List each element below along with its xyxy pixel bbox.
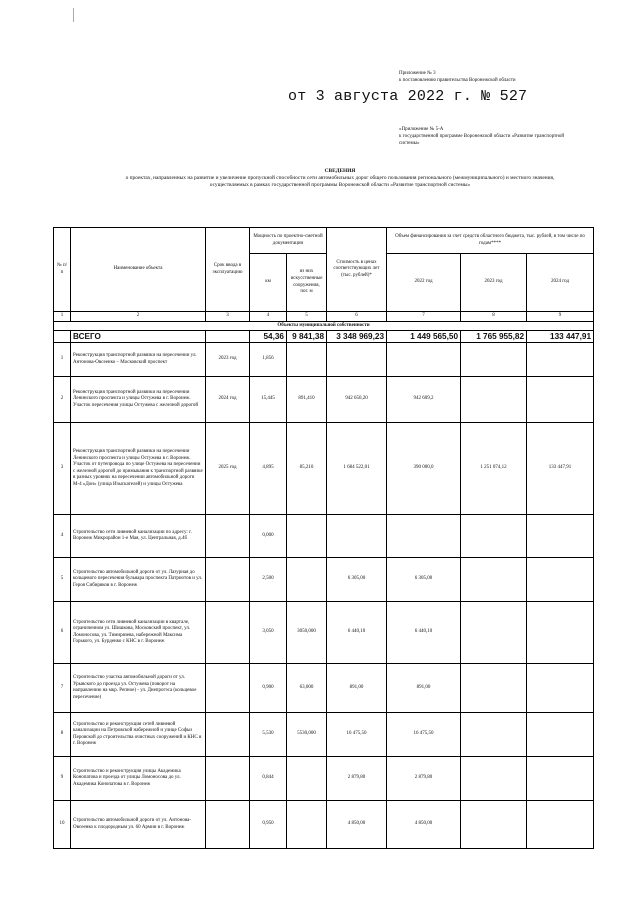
funding-2023	[461, 602, 527, 664]
total-cost: 1 684 522,01	[327, 423, 387, 515]
funding-2022: 4 850,00	[387, 801, 461, 849]
total-km: 54,36	[250, 331, 287, 343]
col-number: 8	[461, 312, 527, 322]
funding-2024	[527, 801, 594, 849]
table-row	[54, 801, 594, 849]
total-2023: 1 765 955,82	[461, 331, 527, 343]
col-number: 9	[527, 312, 594, 322]
funding-2024	[527, 377, 594, 423]
table-row	[54, 664, 594, 713]
funding-2022: 390 000,0	[387, 423, 461, 515]
appendix-line-2: к государственной программе Воронежской области «Развитие транспортной системы»	[399, 134, 565, 146]
row-number: 5	[54, 558, 71, 602]
artificial-structures: 5530,000	[287, 713, 327, 757]
funding-2023	[461, 664, 527, 713]
funding-2024	[527, 558, 594, 602]
heading-line-2: осуществляемых в рамках государственной программы Воронежской области «Развитие транспортной системы»	[209, 182, 471, 188]
object-name: Строительство участка автомобильной дороги от ул. Урывского до проезда ул. Остужева (поворот на направлению на мкр. Репное) - ул. Днепрогэса (кольцевое пересечение)	[71, 664, 206, 713]
table-row	[54, 343, 594, 377]
funding-2022: 2 879,80	[387, 757, 461, 801]
length-km: 0,900	[250, 664, 287, 713]
col-number: 4	[250, 312, 287, 322]
funding-2022: 6 440,10	[387, 602, 461, 664]
funding-2022: 6 305,00	[387, 558, 461, 602]
table-row	[54, 757, 594, 801]
artificial-structures	[287, 757, 327, 801]
funding-2022: 942 609,2	[387, 377, 461, 423]
object-name: Реконструкция транспортной развязки на пересечении ул. Антонова-Овсеенко – Московский проспект	[71, 343, 206, 377]
row-number: 9	[54, 757, 71, 801]
table-row	[54, 558, 594, 602]
col-number: 6	[327, 312, 387, 322]
total-cost: 6 305,00	[327, 558, 387, 602]
row-number: 8	[54, 713, 71, 757]
header-cost: Стоимость в ценах соответствующих лет (тыс. рублей)*	[327, 228, 387, 312]
funding-2024	[527, 757, 594, 801]
col-number: 2	[71, 312, 206, 322]
row-number: 4	[54, 515, 71, 558]
header-year: Срок ввода в эксплуатацию	[206, 228, 250, 312]
table-row	[54, 602, 594, 664]
artificial-structures	[287, 801, 327, 849]
funding-2024	[527, 602, 594, 664]
length-km: 0,844	[250, 757, 287, 801]
annex-line-2: к постановлению правительства Воронежской области	[399, 78, 516, 83]
funding-2023	[461, 801, 527, 849]
length-km: 0,950	[250, 801, 287, 849]
length-km: 5,530	[250, 713, 287, 757]
commissioning-year	[206, 515, 250, 558]
length-km: 2,500	[250, 558, 287, 602]
header-num: № п/п	[54, 228, 71, 312]
heading-line-1: о проектах, направленных на развитие и увеличение пропускной способности сети автомобильных дорог общего пользования регионального (межмуниципального) и местного значения,	[125, 175, 555, 181]
artificial-structures: 891,410	[287, 377, 327, 423]
scan-mark	[73, 8, 74, 22]
projects-table	[53, 227, 594, 849]
header-2024: 2024 год	[527, 254, 594, 312]
object-name: Строительство автомобильной дороги от ул. Лазурная до кольцевого пересечения бульвара проспекта Патриотов и ул. Героя Сибиряков в г. Воронеж	[71, 558, 206, 602]
total-2022: 1 449 565,50	[387, 331, 461, 343]
length-km: 15,445	[250, 377, 287, 423]
annex-line-1: Приложение № 3	[399, 71, 436, 76]
table-row	[54, 713, 594, 757]
total-cost: 891,00	[327, 664, 387, 713]
total-artificial: 9 841,38	[287, 331, 327, 343]
funding-2023	[461, 377, 527, 423]
funding-2024: 133 447,91	[527, 423, 594, 515]
total-2024: 133 447,91	[527, 331, 594, 343]
funding-2023	[461, 343, 527, 377]
total-cost: 3 348 969,23	[327, 331, 387, 343]
artificial-structures	[287, 343, 327, 377]
artificial-structures: 3050,000	[287, 602, 327, 664]
row-number: 6	[54, 602, 71, 664]
total-label: ВСЕГО	[71, 331, 206, 343]
table-row	[54, 515, 594, 558]
heading-title: СВЕДЕНИЯ	[324, 168, 356, 174]
object-name: Строительство автомобильной дороги от ул. Антонова-Овсеенко к плодородным ул. 60 Армии в г. Воронеж	[71, 801, 206, 849]
appendix-line-1: «Приложение № 5-А	[399, 127, 444, 132]
section-title: Объекты муниципальной собственности	[54, 321, 594, 331]
header-2022: 2022 год	[387, 254, 461, 312]
object-name: Строительство и реконструкция улицы Академика Конопатова и проезда от улицы Ломоносова до ул. Академика Конопатова в г. Воронеж	[71, 757, 206, 801]
header-km: км	[250, 254, 287, 312]
funding-2023	[461, 515, 527, 558]
header-2023: 2023 год	[461, 254, 527, 312]
object-name: Строительство сети ливневой канализации в квартале, ограниченном ул. Шишкова, Московский проспект, ул. Ломоносова, ул. Тимирязева, набережной Максима Горького, ул. Бурденко с КНС в г. Воронеж	[71, 602, 206, 664]
length-km: 0,000	[250, 515, 287, 558]
total-cost: 16 475,50	[327, 713, 387, 757]
col-number: 7	[387, 312, 461, 322]
total-cost: 4 850,00	[327, 801, 387, 849]
object-name: Строительство сети ливневой канализации по адресу: г. Воронеж Микрорайон 1-е Мая, ул. Центральная, д.4б	[71, 515, 206, 558]
funding-2023	[461, 713, 527, 757]
artificial-structures: 85,210	[287, 423, 327, 515]
commissioning-year: 2025 год	[206, 423, 250, 515]
col-number: 3	[206, 312, 250, 322]
funding-2023: 1 251 074,12	[461, 423, 527, 515]
funding-2024	[527, 515, 594, 558]
total-row	[54, 331, 594, 343]
header-funding: Объем финансирования за счет средств областного бюджета, тыс. рублей, в том числе по годам****	[387, 228, 594, 254]
total-cost: 942 650,20	[327, 377, 387, 423]
funding-2024	[527, 713, 594, 757]
commissioning-year: 2024 год	[206, 377, 250, 423]
row-number: 3	[54, 423, 71, 515]
funding-2022: 16 475,50	[387, 713, 461, 757]
row-number: 7	[54, 664, 71, 713]
header-artificial: из них искусственные сооружения, пог. м	[287, 254, 327, 312]
commissioning-year	[206, 558, 250, 602]
row-number: 2	[54, 377, 71, 423]
funding-2022	[387, 515, 461, 558]
funding-2022	[387, 343, 461, 377]
object-name: Реконструкция транспортной развязки на пересечении Ленинского проспекта и улицы Остужева в г. Воронеж. Участок пересечения улицы Остужева с железной дорогой	[71, 377, 206, 423]
object-name: Строительство и реконструкция сетей ливневой канализации на Петровской набережной и улице Софьи Перовской до строительства очистных сооружений и КНС в г. Воронеж	[71, 713, 206, 757]
column-numbers-row	[54, 312, 594, 322]
appendix-label	[399, 126, 579, 147]
artificial-structures	[287, 558, 327, 602]
decree-date-number: от 3 августа 2022 г. № 527	[288, 88, 528, 105]
total-cost: 2 879,80	[327, 757, 387, 801]
table-row	[54, 377, 594, 423]
artificial-structures	[287, 515, 327, 558]
object-name: Реконструкция транспортной развязки на пересечении Ленинского проспекта и улицы Остужева в г. Воронеж. Участок от путепровода по улице Остужева на пересечении с железной дорогой до примыкания к транспортной развязке в разных уровнях на пересечении автомобильной дороги М-4 «Дон» (улица Изыскателей) и улицы Остужева	[71, 423, 206, 515]
commissioning-year	[206, 602, 250, 664]
funding-2024	[527, 664, 594, 713]
row-number: 10	[54, 801, 71, 849]
col-number: 5	[287, 312, 327, 322]
header-name: Наименование объекта	[71, 228, 206, 312]
document-heading	[40, 168, 640, 189]
artificial-structures: 63,000	[287, 664, 327, 713]
commissioning-year	[206, 757, 250, 801]
col-number: 1	[54, 312, 71, 322]
length-km: 3,050	[250, 602, 287, 664]
total-cost	[327, 343, 387, 377]
header-capacity: Мощность по проектно-сметной документации	[250, 228, 327, 254]
commissioning-year	[206, 713, 250, 757]
total-cost	[327, 515, 387, 558]
commissioning-year: 2023 год	[206, 343, 250, 377]
commissioning-year	[206, 801, 250, 849]
funding-2022: 891,00	[387, 664, 461, 713]
table-row	[54, 423, 594, 515]
commissioning-year	[206, 664, 250, 713]
length-km: 4,895	[250, 423, 287, 515]
row-number: 1	[54, 343, 71, 377]
total-cost: 6 440,10	[327, 602, 387, 664]
funding-2023	[461, 558, 527, 602]
funding-2023	[461, 757, 527, 801]
length-km: 1,856	[250, 343, 287, 377]
annex-label	[399, 70, 599, 84]
funding-2024	[527, 343, 594, 377]
